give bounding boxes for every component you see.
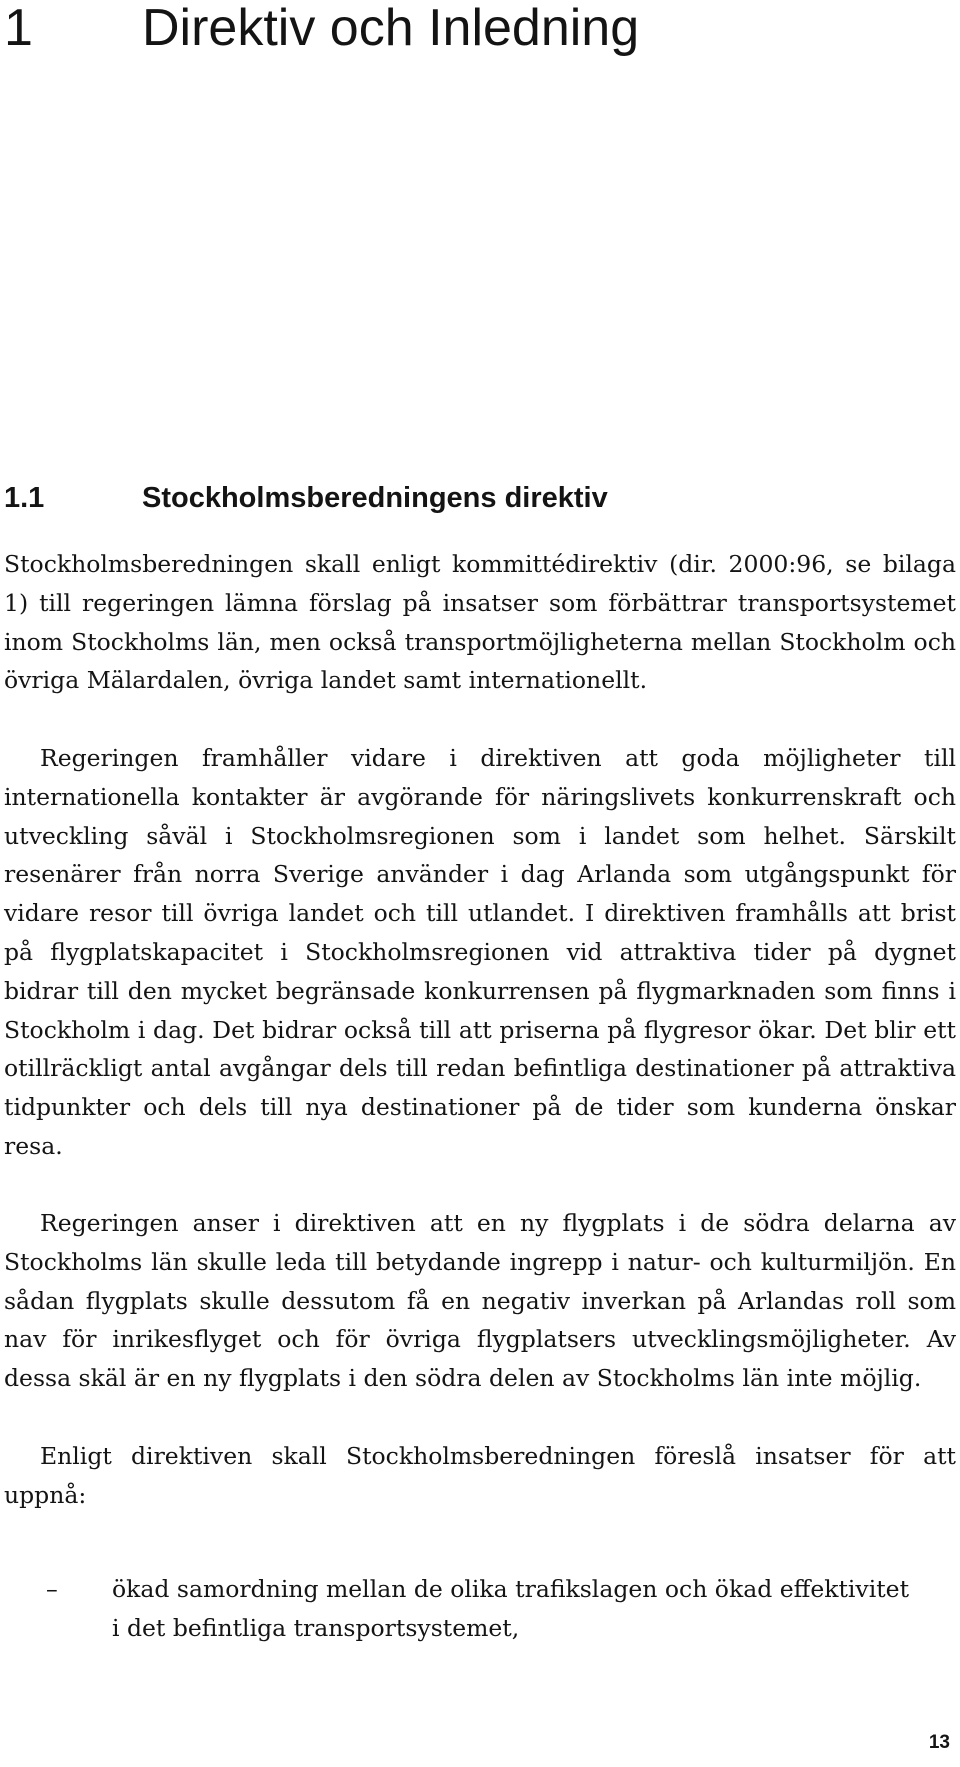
chapter-number: 1: [4, 0, 33, 57]
list-marker: –: [46, 1575, 58, 1603]
section-heading: [0, 480, 960, 520]
paragraph-2: Regeringen framhåller vidare i direktiven att goda möjligheter till internationella kontakter är avgörande för näringslivets konkurrenskraft och utveckling såväl i Stockholmsregionen som i landet som helhet. Särskilt resenärer från norra Sverige använder i dag Arlanda som utgångspunkt för vidare resor till övriga landet och till utlandet. I direktiven framhålls att brist på flygplatskapacitet i Stockholmsregionen vid attraktiva tider på dygnet bidrar till den mycket begränsade konkurrensen på flygmarknaden som finns i Stockholm i dag. Det bidrar också till att priserna på flygresor ökar. Det blir ett otillräckligt antal avgångar dels till redan befintliga destinationer på attraktiva tidpunkter och dels till nya destinationer på de tider som kunderna önskar resa.: [4, 744, 956, 1160]
paragraph-3: Regeringen anser i direktiven att en ny flygplats i de södra delarna av Stockholms län skulle leda till betydande ingrepp i natur- och kulturmiljön. En sådan flygplats skulle dessutom få en negativ inverkan på Arlandas roll som nav för inrikesflyget och för övriga flygplatsers utvecklingsmöjligheter. Av dessa skäl är en ny flygplats i den södra delen av Stockholms län inte möjlig.: [4, 1209, 956, 1393]
section-number: 1.1: [4, 482, 45, 514]
chapter-title: Direktiv och Inledning: [142, 0, 640, 57]
section-title: Stockholmsberedningens direktiv: [142, 482, 608, 514]
page-number: 13: [928, 1732, 950, 1753]
paragraph-4: Enligt direktiven skall Stockholmsberedningen föreslå insatser för att uppnå:: [4, 1442, 956, 1509]
chapter-heading: [0, 0, 960, 60]
paragraph-1: Stockholmsberedningen skall enligt kommittédirektiv (dir. 2000:96, se bilaga 1) till regeringen lämna förslag på insatser som förbättrar transportsystemet inom Stockholms län, men också transportmöjligheterna mellan Stockholm och övriga Mälardalen, övriga landet samt internationellt.: [4, 550, 956, 695]
list-item-text: ökad samordning mellan de olika trafikslagen och ökad effektivitet i det befintliga transportsystemet,: [112, 1575, 910, 1642]
